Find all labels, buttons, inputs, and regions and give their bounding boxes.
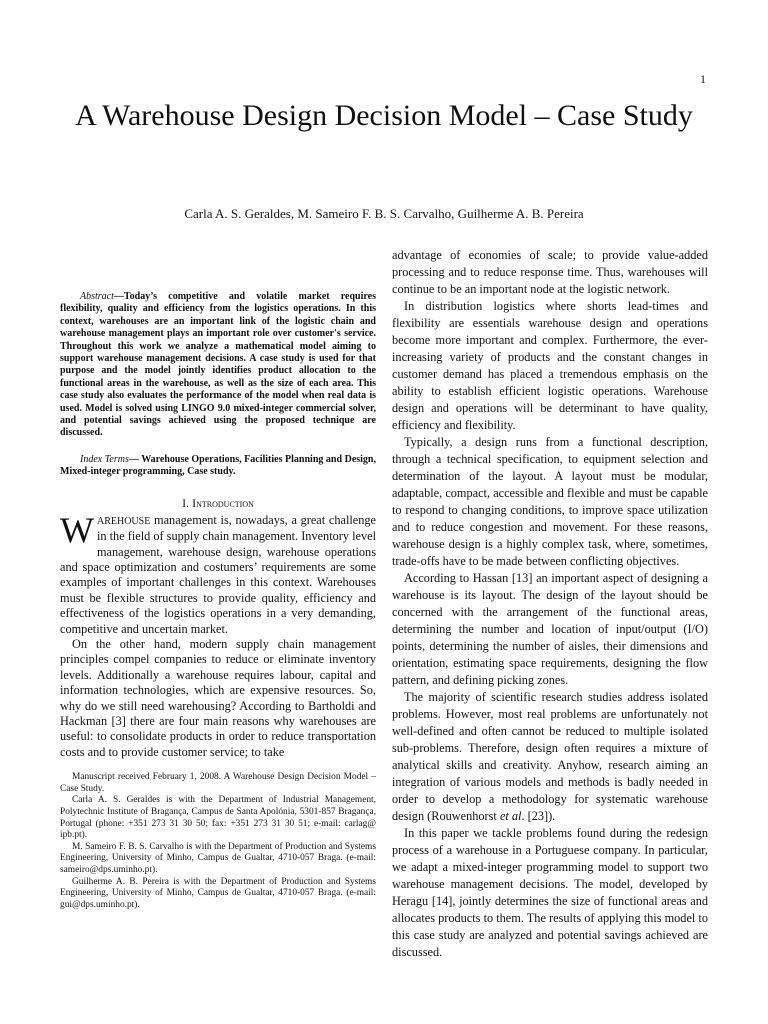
intro-text: management is, nowadays, a great challenge in the field of supply chain management. Inventory level management, warehouse design, warehouse operations and space optimization and costumers’ requirements are some examples of important challenges in this context. Warehouses must be flexible structures to provide quality, efficiency and effectiveness of the logistics operations in a very demanding, competitive and uncertain market.: [60, 512, 376, 636]
abstract: [60, 291, 376, 440]
footnote: Guilherme A. B. Pereira is with the Department of Production and Systems Engineering, University of Minho, Campus de Gualtar, 4710-057 Braga. (e-mail: gui@dps.uminho.pt).: [60, 876, 376, 910]
paragraph: In distribution logistics where shorts lead-times and flexibility are essentials warehouse design and operations become more important and complex. Furthermore, the ever-increasing variety of products and the constant changes in customer demand has placed a tremendous emphasis on the ability to establish efficient logistic operations. Warehouse design and operations will be determinant to have quality, efficiency and flexibility.: [392, 299, 708, 432]
paragraph-text: . [23]).: [521, 809, 556, 823]
et-al: et al: [499, 809, 522, 823]
index-terms-text: — Warehouse Operations, Facilities Planning and Design, Mixed-integer programming, Case study.: [60, 453, 376, 478]
page-number: 1: [700, 72, 706, 86]
small-caps-word: AREHOUSE: [96, 515, 151, 527]
paragraph: On the other hand, modern supply chain management principles compel companies to reduce or eliminate inventory levels. Additionally a warehouse requires labour, capital and information technologies, which are expensive resources. So, why do we still need warehousing? According to Bartholdi and Hackman [3] there are four main reasons why warehouses are useful: to consolidate products in order to reduce transportation costs and to provide customer service; to take: [60, 636, 376, 759]
paragraph: advantage of economies of scale; to provide value-added processing and to reduce response time. Thus, warehouses will continue to be an important node at the logistic network.: [392, 248, 708, 296]
authors: Carla A. S. Geraldes, M. Sameiro F. B. S. Carvalho, Guilherme A. B. Pereira: [184, 206, 584, 221]
paragraph-text: The majority of scientific research studies address isolated problems. However, most real problems are unfortunately not well-defined and often cannot be reduced to multiple isolated sub-problems. Therefore, design often requires a mixture of analytical skills and creativity. Anyhow, research aiming an integration of various models and methods is badly needed in order to develop a methodology for systematic warehouse design (Rouwenhorst: [392, 690, 708, 823]
paragraph: In this paper we tackle problems found during the redesign process of a warehouse in a Portuguese company. In particular, we adapt a mixed-integer programming model to support two warehouse management decisions. The model, developed by Heragu [14], jointly determines the size of functional areas and allocates products to them. The results of applying this model to this case study are analyzed and potential savings achieved are discussed.: [392, 826, 708, 959]
section-heading: [60, 495, 376, 511]
section-title: Introduction: [192, 495, 254, 510]
paragraph: [392, 689, 708, 825]
paragraph: Typically, a design runs from a functional description, through a technical specification, to equipment selection and determination of the layout. A layout must be modular, adaptable, compact, accessible and flexible and must be capable to respond to changing conditions, to improve space utilization and to reduce congestion and movement. For these reasons, warehouse design is a highly complex task, where, sometimes, trade-offs have to be made between conflicting objectives.: [392, 435, 708, 568]
index-terms: [60, 454, 376, 479]
left-column: [60, 291, 376, 911]
left-body: [60, 509, 376, 761]
footnotes: [60, 772, 376, 911]
intro-paragraph: [60, 509, 376, 637]
right-column: [392, 247, 708, 961]
abstract-text: —Today’s competitive and volatile market requires flexibility, quality and efficiency from the logistics operations. In this context, warehouses are an important link of the logistic chain and warehouse management plays an important role over customer's service. Throughout this work we analyze a mathematical model aiming to support warehouse management decisions. A case study is used for that purpose and the model jointly identifies product allocation to the functional areas in the warehouse, as well as the size of each area. This case study also evaluates the performance of the model when real data is used. Model is solved using LINGO 9.0 mixed-integer commercial solver, and potential savings achieved using the proposed technique are discussed.: [60, 291, 376, 439]
paper-title: A Warehouse Design Decision Model – Case Study: [75, 99, 693, 132]
drop-cap: W: [60, 509, 94, 550]
footnote: Manuscript received February 1, 2008. A Warehouse Design Decision Model – Case Study.: [60, 772, 376, 794]
index-terms-label: Index Terms: [80, 453, 129, 465]
paragraph: According to Hassan [13] an important aspect of designing a warehouse is its layout. The design of the layout should be concerned with the arrangement of the functional areas, determining the number and location of input/output (I/O) points, determining the number of aisles, their dimensions and orientation, estimating space requirements, designing the flow pattern, and defining picking zones.: [392, 571, 708, 687]
footnote: Carla A. S. Geraldes is with the Department of Industrial Management, Polytechnic Institute of Bragança, Campus de Santa Apolónia, 5301-857 Bragança, Portugal (phone: +351 273 31 30 50; fax: +351 273 31 30 51; e-mail: carlag@ ipb.pt).: [60, 795, 376, 841]
abstract-label: Abstract: [80, 291, 114, 302]
section-number: I.: [182, 495, 190, 510]
footnote: M. Sameiro F. B. S. Carvalho is with the Department of Production and Systems Engineering, University of Minho, Campus de Gualtar, 4710-057 Braga. (e-mail: sameiro@dps.uminho.pt).: [60, 841, 376, 875]
